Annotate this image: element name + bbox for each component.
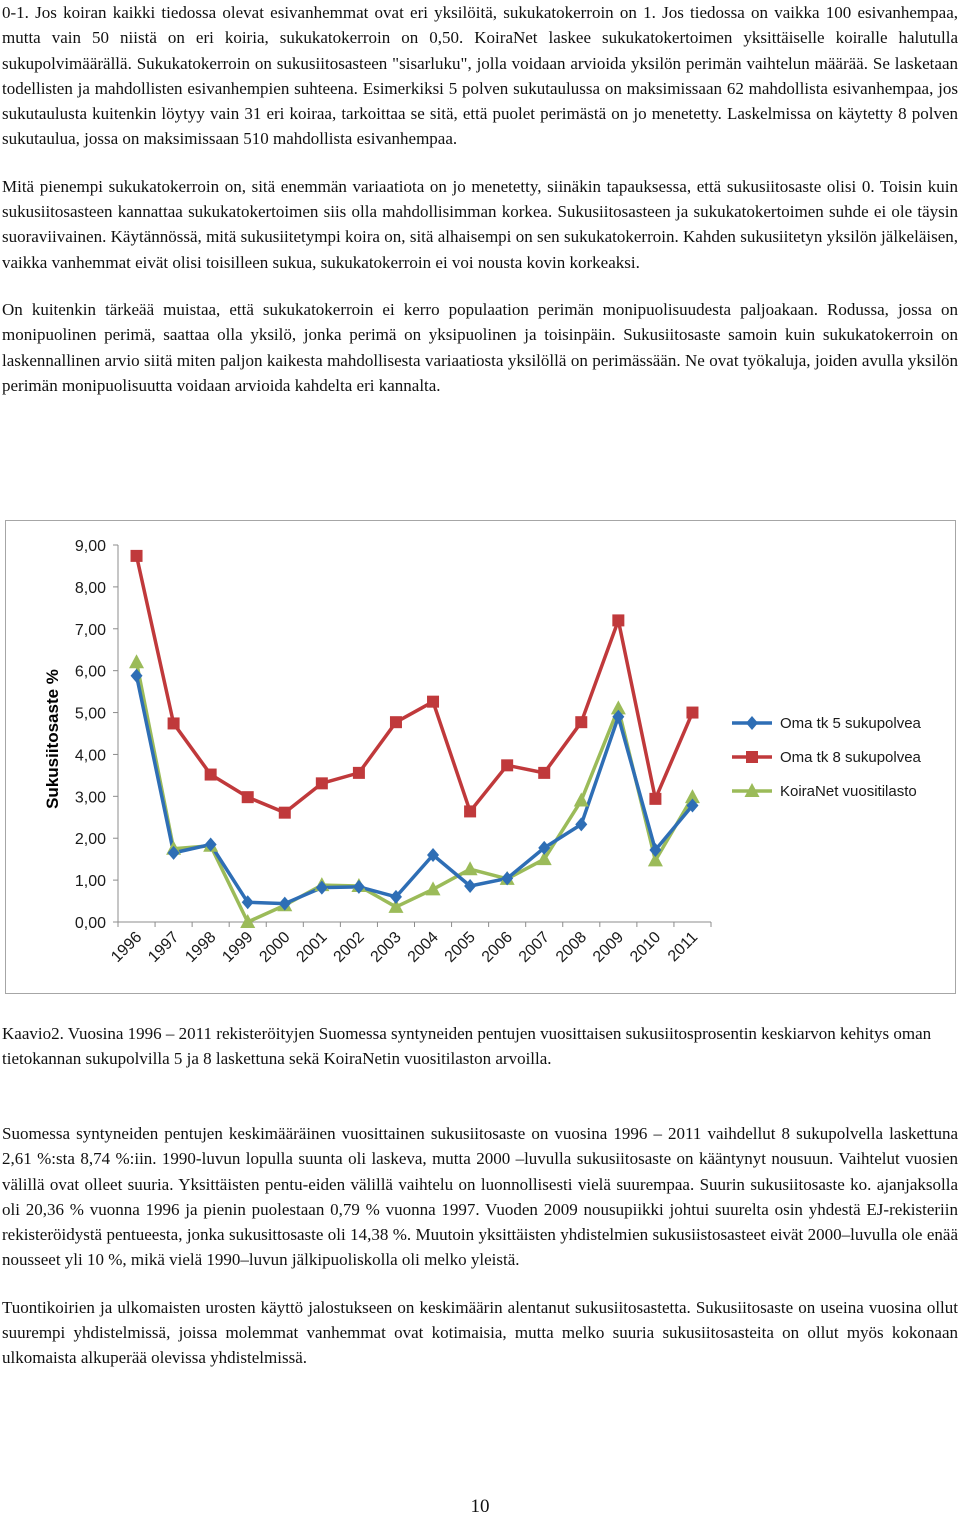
- data-point: [612, 614, 624, 626]
- data-point: [575, 716, 587, 728]
- data-point: [463, 861, 478, 875]
- x-tick-label: 2009: [589, 928, 628, 966]
- series-line: [137, 676, 693, 904]
- legend-label: Oma tk 8 sukupolvea: [780, 749, 921, 766]
- legend-label: KoiraNet vuositilasto: [780, 783, 917, 800]
- data-point: [686, 707, 698, 719]
- data-point: [501, 759, 513, 771]
- data-point: [575, 817, 587, 831]
- legend-marker: [746, 716, 758, 730]
- data-point: [316, 881, 328, 895]
- data-point: [390, 716, 402, 728]
- x-tick-label: 2008: [552, 928, 591, 966]
- x-tick-label: 2000: [256, 928, 294, 966]
- x-tick-label: 1998: [182, 928, 220, 966]
- x-tick-label: 1999: [219, 928, 257, 966]
- x-tick-label: 2010: [627, 928, 665, 966]
- page-number: 10: [470, 1496, 490, 1517]
- paragraph-5: Tuontikoirien ja ulkomaisten urosten käyttö jalostukseen on keskimäärin alentanut sukusiitosastetta. Sukusiitosaste on useina vuosina ollut suurempi yhdistelmissä, joissa molemmat vanhemmat ovat kotimaisia, mutta melko suuria sukusiitosasteita on ollut myös kokonaan ulkomaista alkuperää olevissa yhdistelmissä.: [2, 1297, 958, 1368]
- x-tick-label: 2004: [404, 928, 442, 966]
- series-line: [137, 662, 693, 922]
- x-tick-label: 2007: [515, 928, 554, 966]
- y-tick-label: 8,00: [74, 579, 106, 597]
- y-axis-label: Sukusiitosaste %: [43, 669, 62, 809]
- document-body: [2, 0, 958, 398]
- data-point: [464, 805, 476, 817]
- figure-caption: [2, 1021, 958, 1072]
- y-tick-label: 2,00: [74, 831, 106, 849]
- paragraph-3: On kuitenkin tärkeää muistaa, että sukukatokerroin ei kerro populaation perimän monipuolisuudesta paljoakaan. Rodussa, jossa on monipuolinen perimä, saattaa olla yksilö, jonka perimä on yksipuolinen ja toisinpäin. Sukusiitosaste samoin kuin sukukatokerroin on laskennallinen arvio siitä miten paljon kaikesta mahdollisesta variaatiosta yksilöllä on perimässään. Ne ovat työkaluja, joiden avulla yksilön perimän monipuolisuutta voidaan arvioida kahdelta eri kannalta.: [2, 299, 958, 395]
- data-point: [427, 696, 439, 708]
- y-tick-label: 3,00: [74, 789, 106, 807]
- data-point: [353, 767, 365, 779]
- series-line: [137, 556, 693, 813]
- chart-canvas: [6, 521, 955, 993]
- data-point: [205, 769, 217, 781]
- y-tick-label: 9,00: [74, 538, 106, 555]
- paragraph-1: 0-1. Jos koiran kaikki tiedossa olevat esivanhemmat ovat eri yksilöitä, sukukatokerroin on 1. Jos tiedossa on vaikka 100 esivanhempaa, mutta vain 50 niistä on eri koiria, sukukatokerroin on 0,50. KoiraNet laskee sukukatokertoimen yksittäiselle koiralle halutulla sukupolvimäärällä. Sukukatokerroin on sukusiitosasteen "sisarluku", jolla voidaan arvioida yksilön perimän vaihtelun määrää. Se lasketaan todellisten ja mahdollisten esivanhempien suhteena. Esimerkiksi 5 polven sukutaulussa on maksimissaan 62 mahdollista esivanhempaa, jos sukutaulusta kuitenkin löytyy vain 31 eri koiraa, tarkoittaa se sitä, että puolet perimästä on jo menetetty. Laskelmissa on käytetty 8 polven sukutaulua, jossa on maksimissaan 510 mahdollista esivanhempaa.: [2, 3, 958, 149]
- y-tick-label: 7,00: [74, 621, 106, 639]
- data-point: [574, 793, 589, 807]
- x-tick-label: 1996: [108, 928, 146, 966]
- inbreeding-chart: [5, 520, 956, 994]
- data-point: [316, 777, 328, 789]
- data-point: [538, 767, 550, 779]
- lower-text: [2, 1121, 958, 1371]
- y-tick-label: 4,00: [74, 747, 106, 765]
- y-tick-label: 1,00: [74, 873, 106, 891]
- data-point: [129, 654, 144, 668]
- x-tick-label: 2005: [441, 928, 479, 966]
- data-point: [649, 793, 661, 805]
- data-point: [242, 791, 254, 803]
- x-tick-label: 2001: [293, 928, 331, 966]
- x-tick-label: 2002: [330, 928, 368, 966]
- x-tick-label: 1997: [145, 928, 183, 966]
- paragraph-4: Suomessa syntyneiden pentujen keskimääräinen vuosittainen sukusiitosaste on vuosina 1996 – 2011 vaihdellut 8 sukupolvella laskettuna 2,61 %:sta 8,74 %:iin. 1990-luvun lopulla suunta oli laskeva, mutta 2000 –luvulla sukusiitosaste on kääntynyt nousuun. Vaihtelut vuosien välillä ovat olleet suuria. Yksittäisten pentu-eiden välillä vaihtelu on luonnollisesti vielä suurempaa. Suurin sukusiitosaste ko. ajanjaksolla oli 20,36 % vuonna 1996 ja pienin puolestaan 0,79 % vuonna 1997. Vuoden 2009 nousupiikki johtui suurelta osin yhdestä EJ-rekisteriin rekisteröidystä pentueesta, jonka sukusittosaste oli 14,38 %. Muutoin yksittäisten yhdistelmien sukusiistosasteet eivät 2000–luvulla ole enää nousseet yli 10 %, mikä vielä 1990–luvun jälkipuoliskolla oli melko yleistä.: [2, 1124, 958, 1270]
- y-tick-label: 5,00: [74, 705, 106, 723]
- paragraph-2: Mitä pienempi sukukatokerroin on, sitä enemmän variaatiota on jo menetetty, siinäkin tapauksessa, että sukusiitosaste olisi 0. Toisin kuin sukusiitosasteen kannattaa sukukatokertoimen siis olla mahdollisimman korkea. Sukusiitosasteen ja sukukatokertoimen suhde ei ole täysin suoraviivainen. Käytännössä, mitä sukusiitetympi koira on, sitä alhaisempi on sen sukukatokerroin. Kahden sukusiitetyn yksilön jälkeläisen, vaikka vanhemmat eivät olisi toisilleen sukua, sukukatokerroin ei voi nousta kovin korkeaksi.: [2, 176, 958, 272]
- y-tick-label: 6,00: [74, 663, 106, 681]
- legend-label: Oma tk 5 sukupolvea: [780, 715, 921, 732]
- caption-text: Kaavio2. Vuosina 1996 – 2011 rekisteröityjen Suomessa syntyneiden pentujen vuosittaisen sukusiitosprosentin keskiarvon kehitys oman tietokannan sukupolvilla 5 ja 8 laskettuna sekä KoiraNetin vuositilaston arvoilla.: [2, 1024, 932, 1069]
- y-tick-label: 0,00: [74, 915, 106, 932]
- data-point: [168, 717, 180, 729]
- x-tick-label: 2011: [664, 928, 702, 966]
- x-tick-label: 2006: [478, 928, 516, 966]
- x-tick-label: 2003: [367, 928, 405, 966]
- data-point: [279, 807, 291, 819]
- legend-marker: [746, 751, 758, 763]
- data-point: [131, 550, 143, 562]
